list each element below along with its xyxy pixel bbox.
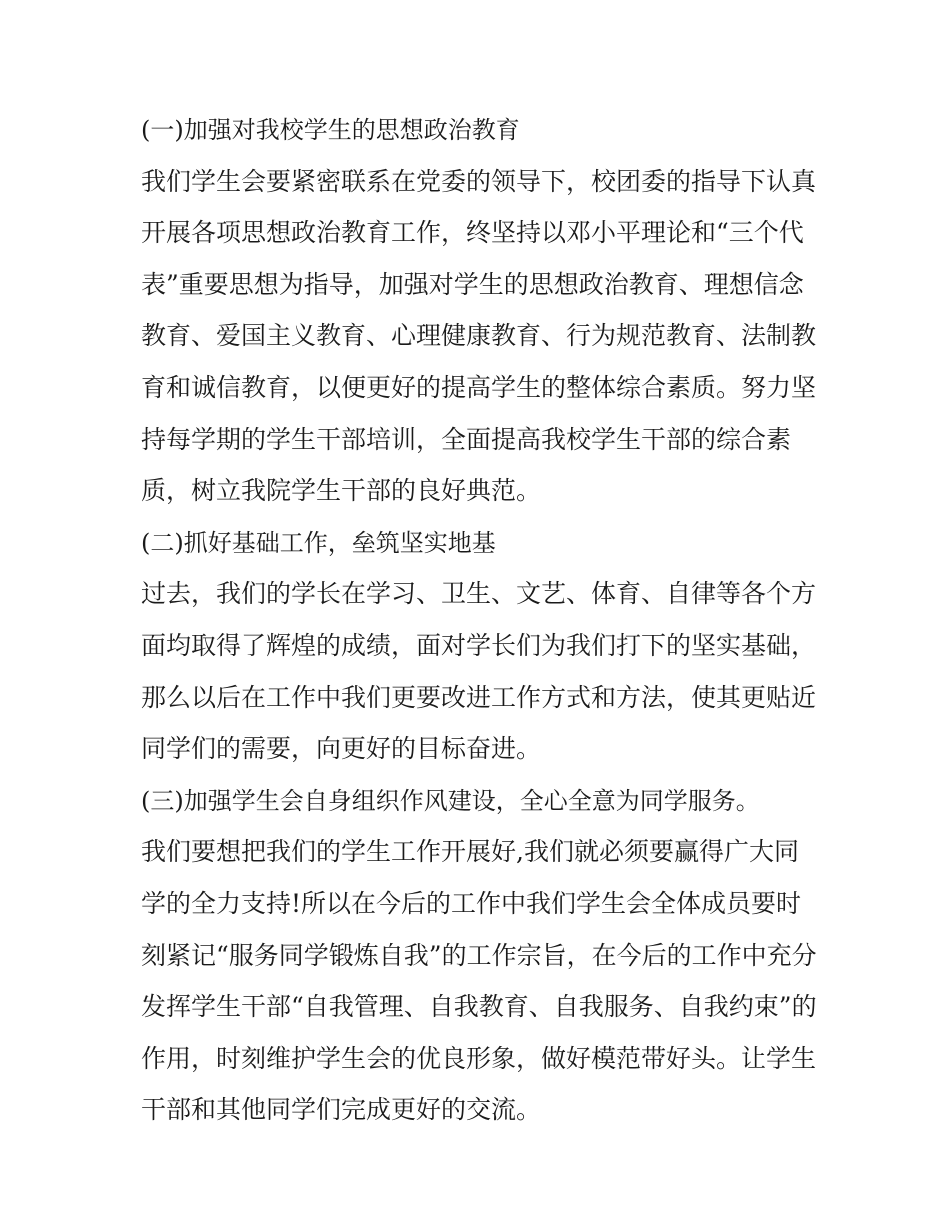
paragraph-line: 我们要想把我们的学生工作开展好,我们就必须要赢得广大同 (141, 837, 799, 867)
paragraph-line: 干部和其他同学们完成更好的交流。 (141, 1095, 542, 1125)
paragraph-line: 表”重要思想为指导，加强对学生的思想政治教育、理想信念 (141, 269, 804, 299)
paragraph-line: 那么以后在工作中我们更要改进工作方式和方法，使其更贴近 (141, 682, 817, 712)
paragraph-line: 发挥学生干部“自我管理、自我教育、自我服务、自我约束”的 (141, 992, 817, 1022)
paragraph-line: 学的全力支持!所以在今后的工作中我们学生会全体成员要时 (141, 888, 802, 918)
paragraph-line: 教育、爱国主义教育、心理健康教育、行为规范教育、法制教 (141, 321, 817, 351)
paragraph-line: 作用，时刻维护学生会的优良形象，做好模范带好头。让学生 (141, 1043, 817, 1073)
paragraph-line: 面均取得了辉煌的成绩，面对学长们为我们打下的坚实基础， (141, 630, 817, 660)
paragraph-line: 持每学期的学生干部培训，全面提高我校学生干部的综合素 (141, 424, 792, 454)
paragraph-line: 我们学生会要紧密联系在党委的领导下，校团委的指导下认真 (141, 166, 817, 196)
section-heading-1: (一)加强对我校学生的思想政治教育 (141, 116, 520, 144)
section-heading-2: (二)抓好基础工作，垒筑坚实地基 (141, 528, 496, 557)
paragraph-line: 育和诚信教育，以便更好的提高学生的整体综合素质。努力坚 (141, 372, 817, 402)
paragraph-line: 开展各项思想政治教育工作，终坚持以邓小平理论和“三个代 (141, 218, 804, 248)
paragraph-line: 同学们的需要，向更好的目标奋进。 (141, 734, 542, 764)
paragraph-line: 过去，我们的学长在学习、卫生、文艺、体育、自律等各个方 (141, 579, 817, 609)
paragraph-line: 质，树立我院学生干部的良好典范。 (141, 476, 542, 506)
document-body (141, 108, 821, 1140)
paragraph-line: 刻紧记“服务同学锻炼自我”的工作宗旨，在今后的工作中充分 (141, 940, 817, 970)
section-heading-3: (三)加强学生会自身组织作风建设，全心全意为同学服务。 (141, 786, 760, 815)
